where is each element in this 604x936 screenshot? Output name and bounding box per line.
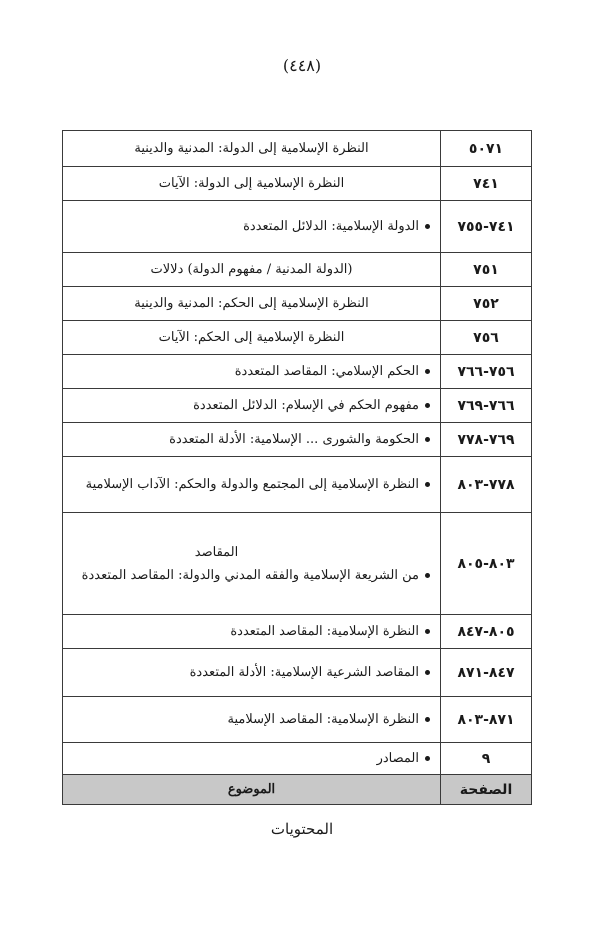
table-row: [63, 743, 532, 775]
entry-title-cell: [63, 287, 441, 321]
entry-title: مفهوم الحكم في الإسلام: الدلائل المتعددة: [193, 398, 419, 413]
entry-title: النظرة الإسلامية: المقاصد المتعددة: [230, 624, 419, 639]
entry-title-cell: [63, 457, 441, 513]
contents-table: [62, 130, 532, 805]
bullet-icon: [425, 482, 430, 487]
bullet-icon: [425, 369, 430, 374]
entry-title: النظرة الإسلامية إلى المجتمع والدولة والحكم: الآداب الإسلامية: [85, 477, 419, 492]
entry-title-cell: [63, 743, 441, 775]
page-range: ٧٧٨-٨٠٣: [441, 457, 532, 513]
page-range: ٧٦٦-٧٦٩: [441, 389, 532, 423]
entry-title: الدولة الإسلامية: الدلائل المتعددة: [243, 219, 419, 234]
entry-title-cell: [63, 649, 441, 697]
page-range: ٨٤٧-٨٧١: [441, 649, 532, 697]
entry-title: النظرة الإسلامية إلى الدولة: الآيات: [158, 176, 345, 191]
bullet-icon: [425, 629, 430, 634]
page-range: ٩: [441, 743, 532, 775]
entry-title: الحكم الإسلامي: المقاصد المتعددة: [234, 364, 419, 379]
entry-title: النظرة الإسلامية إلى الدولة: المدنية والدينية: [134, 141, 369, 156]
bullet-icon: [425, 403, 430, 408]
bullet-icon: [425, 437, 430, 442]
page-range: ٧٦٩-٧٧٨: [441, 423, 532, 457]
entry-subheading: المقاصد: [194, 544, 239, 560]
entry-title-cell: [63, 253, 441, 287]
page-number: (٤٤٨): [282, 56, 322, 75]
page-range: ٨٠٣-٨٠٥: [441, 513, 532, 615]
bullet-icon: [425, 573, 430, 578]
entry-title: (الدولة المدنية / مفهوم الدولة) دلالات: [150, 262, 353, 277]
table-row: [63, 649, 532, 697]
entry-title: المقاصد الشرعية الإسلامية: الأدلة المتعددة: [189, 665, 419, 680]
table-row: [63, 615, 532, 649]
table-row: [63, 457, 532, 513]
page-range: ٥٠٧١: [441, 131, 532, 167]
table-row: [63, 389, 532, 423]
table-row: [63, 513, 532, 615]
table-row: [63, 131, 532, 167]
entry-title: النظرة الإسلامية إلى الحكم: المدنية والدينية: [134, 296, 369, 311]
bullet-icon: [425, 670, 430, 675]
entry-title-cell: [63, 167, 441, 201]
table-row: [63, 423, 532, 457]
bullet-icon: [425, 717, 430, 722]
header-title: الموضوع: [63, 775, 441, 805]
bullet-icon: [425, 224, 430, 229]
page-range: ٨٠٥-٨٤٧: [441, 615, 532, 649]
table-row: [63, 253, 532, 287]
entry-title-cell: [63, 355, 441, 389]
entry-title-cell: [63, 423, 441, 457]
entry-title: النظرة الإسلامية: المقاصد الإسلامية: [227, 712, 419, 727]
section-heading: المحتويات: [270, 820, 334, 838]
table-row: [63, 355, 532, 389]
page-range: ٧٥٢: [441, 287, 532, 321]
table-header-row: [63, 775, 532, 805]
bullet-icon: [425, 756, 430, 761]
entry-title: من الشريعة الإسلامية والفقه المدني والدولة: المقاصد المتعددة: [81, 567, 419, 583]
entry-title-cell: [63, 389, 441, 423]
page-range: ٨٧١-٨٠٣: [441, 697, 532, 743]
page-range: ٧٥١: [441, 253, 532, 287]
entry-title-cell: [63, 513, 441, 615]
entry-title-cell: [63, 697, 441, 743]
entry-title-cell: [63, 131, 441, 167]
entry-title: النظرة الإسلامية إلى الحكم: الآيات: [158, 330, 345, 345]
table-row: [63, 697, 532, 743]
header-pages: الصفحة: [441, 775, 532, 805]
entry-title: الحكومة والشورى ... الإسلامية: الأدلة المتعددة: [169, 432, 419, 447]
page-range: ٧٤١: [441, 167, 532, 201]
table-row: [63, 167, 532, 201]
entry-title-cell: [63, 321, 441, 355]
entry-title-cell: [63, 201, 441, 253]
page-range: ٧٥٦-٧٦٦: [441, 355, 532, 389]
entry-title-cell: [63, 615, 441, 649]
table-row: [63, 321, 532, 355]
table-row: [63, 287, 532, 321]
entry-title: المصادر: [376, 751, 419, 766]
table-row: [63, 201, 532, 253]
page-range: ٧٤١-٧٥٥: [441, 201, 532, 253]
page-range: ٧٥٦: [441, 321, 532, 355]
